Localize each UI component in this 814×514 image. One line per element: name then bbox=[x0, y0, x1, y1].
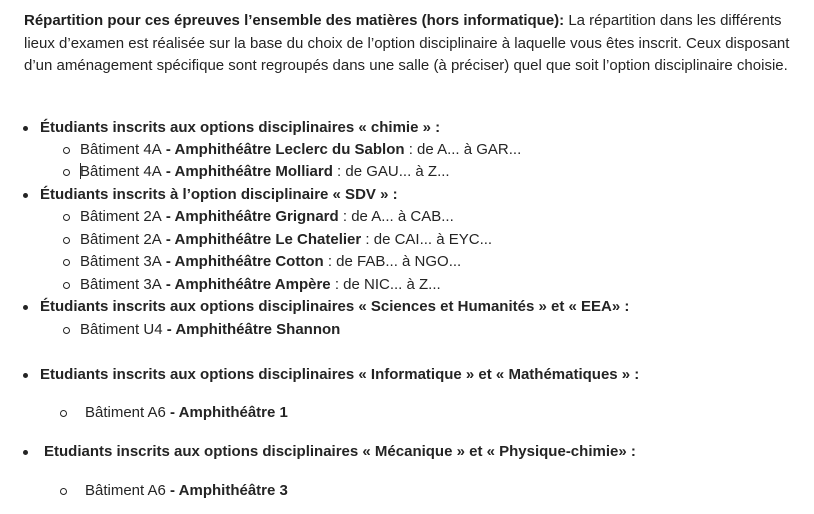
separator: - bbox=[165, 482, 179, 499]
group-title: Etudiants inscrits aux options disciplinaires « Informatique » et « Mathématiques » : bbox=[40, 366, 640, 383]
range: : de GAU... à Z... bbox=[332, 163, 450, 180]
separator: - bbox=[161, 141, 175, 158]
building: Bâtiment A6 bbox=[85, 482, 166, 499]
range: : de CAI... à EYC... bbox=[361, 231, 493, 248]
separator: - bbox=[161, 231, 175, 248]
bullet-icon bbox=[23, 305, 28, 310]
building: âtiment 4A bbox=[90, 163, 162, 180]
building: Bâtiment 2A bbox=[80, 231, 162, 248]
group-title: Étudiants inscrits aux options disciplinaires « chimie » : bbox=[40, 119, 441, 136]
building: Bâtiment U4 bbox=[80, 321, 163, 338]
room: Amphithéâtre Grignard bbox=[174, 208, 339, 225]
separator: - bbox=[161, 163, 175, 180]
circle-bullet-icon bbox=[63, 327, 70, 334]
group-title: Étudiants inscrits à l’option disciplinaire « SDV » : bbox=[40, 186, 398, 203]
building: Bâtiment 4A bbox=[80, 141, 162, 158]
separator: - bbox=[162, 321, 176, 338]
room: Amphithéâtre Leclerc du Sablon bbox=[174, 141, 405, 158]
circle-bullet-icon bbox=[63, 169, 70, 176]
separator: - bbox=[161, 208, 175, 225]
room: Amphithéâtre Cotton bbox=[174, 253, 324, 270]
room: Amphithéâtre Molliard bbox=[174, 163, 333, 180]
building: Bâtiment A6 bbox=[85, 404, 166, 421]
room: Amphithéâtre 3 bbox=[178, 482, 288, 499]
building-first-letter: B bbox=[80, 163, 91, 180]
range: : de A... à GAR... bbox=[404, 141, 522, 158]
range: : de NIC... à Z... bbox=[330, 276, 441, 293]
bullet-icon bbox=[23, 193, 28, 198]
building: Bâtiment 3A bbox=[80, 276, 162, 293]
range: : de A... à CAB... bbox=[338, 208, 454, 225]
bullet-icon bbox=[23, 373, 28, 378]
circle-bullet-icon bbox=[63, 147, 70, 154]
separator: - bbox=[165, 404, 179, 421]
room: Amphithéâtre Le Chatelier bbox=[174, 231, 362, 248]
circle-bullet-icon bbox=[63, 259, 70, 266]
document bbox=[24, 10, 794, 78]
range: : de FAB... à NGO... bbox=[323, 253, 462, 270]
circle-bullet-icon bbox=[63, 237, 70, 244]
circle-bullet-icon bbox=[63, 282, 70, 289]
intro-lead: Répartition pour ces épreuves l’ensemble des matières (hors informatique): bbox=[24, 12, 565, 29]
circle-bullet-icon bbox=[63, 214, 70, 221]
group-title: Etudiants inscrits aux options disciplinaires « Mécanique » et « Physique-chimie» : bbox=[44, 443, 636, 460]
room: Amphithéâtre Shannon bbox=[175, 321, 341, 338]
group-title: Étudiants inscrits aux options disciplinaires « Sciences et Humanités » et « EEA» : bbox=[40, 298, 630, 315]
building: Bâtiment 3A bbox=[80, 253, 162, 270]
room: Amphithéâtre 1 bbox=[178, 404, 288, 421]
bullet-icon bbox=[23, 450, 28, 455]
bullet-icon bbox=[23, 126, 28, 131]
separator: - bbox=[161, 276, 175, 293]
room: Amphithéâtre Ampère bbox=[174, 276, 331, 293]
building: Bâtiment 2A bbox=[80, 208, 162, 225]
intro-body: La répartition dans les différents lieux d’examen est réalisée sur la base du choix de l’option disciplinaire à laquelle vous êtes inscrit. Ceux disposant d’un aménagement spécifique sont regroupés dans une salle (à préciser) quel que soit l’option disciplinaire choisie. bbox=[24, 12, 790, 74]
intro-paragraph bbox=[24, 10, 794, 78]
circle-bullet-icon bbox=[60, 488, 67, 495]
separator: - bbox=[161, 253, 175, 270]
circle-bullet-icon bbox=[60, 410, 67, 417]
